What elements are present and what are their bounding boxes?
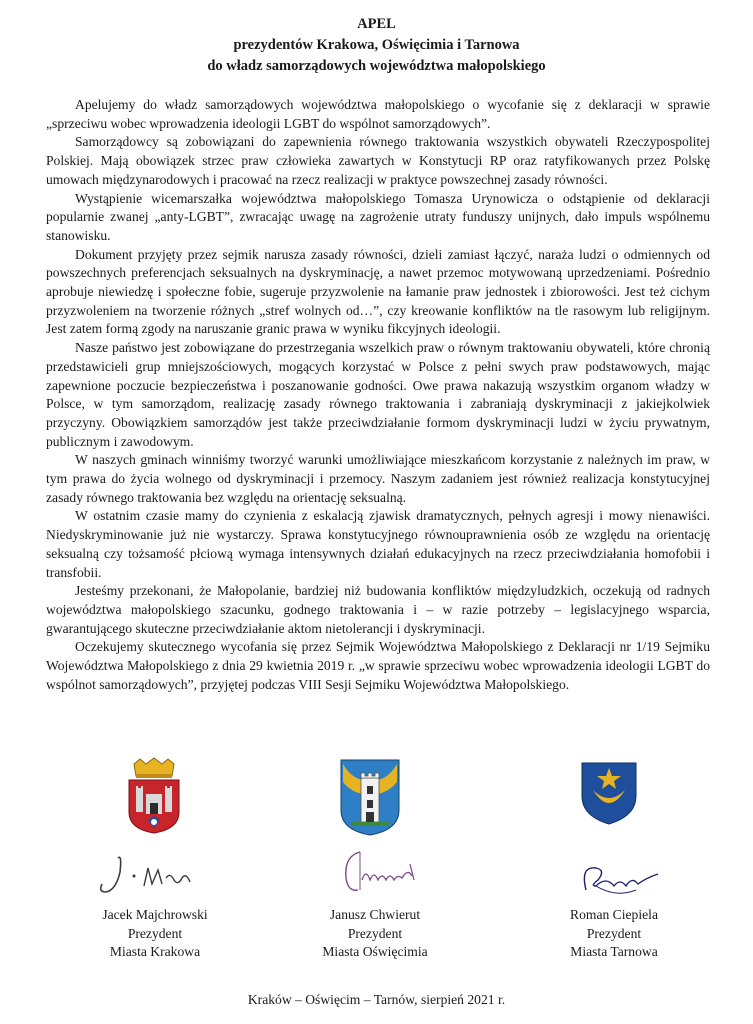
signatory-city: Miasta Krakowa [109,944,201,959]
signatory-role: Prezydent [127,925,183,941]
paragraph: Oczekujemy skutecznego wycofania się przez Sejmik Województwa Małopolskiego z Deklaracji nr 1/19 Sejmiku Województwa Małopolskiego z dnia 29 kwietnia 2019 r. „w sprawie sprzeciwu wobec wprowadzenia ideologii LGBT do wspólnot samorządowych”, przyjętej podczas VIII Sesji Sejmiku Województwa Małopolskiego. [46,639,710,692]
signatory-name: Jacek Majchrowski [102,907,208,922]
signatory-role: Prezydent [347,925,403,941]
paragraph: Samorządowcy są zobowiązani do zapewnienia równego traktowania wszystkich obywateli Rzeczypospolitej Polskiej. Mają obowiązek strzec praw człowieka zawartych w Konstytucji RP oraz ratyfikowanych przez Polskę umowach międzynarodowych i pracować na rzecz realizacji w praktyce powszechnej zasady równości. [46,134,710,187]
signatory-name: Janusz Chwierut [329,907,421,922]
signatory-krakow [40,906,270,962]
signatory-city: Miasta Oświęcimia [322,944,428,959]
paragraph: Nasze państwo jest zobowiązane do przestrzegania wszelkich praw o równym traktowaniu obywateli, które chronią przedstawicieli grup mniejszościowych, mogących korzystać w Polsce z pełni swych praw podstawowych, mając zapewnione poczucie bezpieczeństwa i poszanowanie godności. Owe prawa nakazują wszystkim organom władzy w Polsce, w tym samorządom, realizację zasady równego traktowania i zabraniają dyskryminacji z jakiejkolwiek przyczyny. Obowiązkiem samorządów jest także przeciwdziałanie formom dyskryminacji ludzi w życiu prywatnym, publicznym i zawodowym. [46,340,710,449]
appeal-body [46,96,710,695]
tarnow-coat-of-arms-icon [579,760,639,826]
paragraph: Jesteśmy przekonani, że Małopolanie, bardziej niż budowania konfliktów międzyludzkich, oczekują od radnych województwa małopolskiego szacunku, godnego traktowania i – w razie potrzeby – legislacyjnego wsparcia, gwarantującego skuteczne przeciwdziałanie aktom nietolerancji i dyskryminacji. [46,583,710,636]
paragraph: W naszych gminach winniśmy tworzyć warunki umożliwiające mieszkańcom korzystanie z należnych im praw, w tym prawa do życia wolnego od dyskryminacji i przemocy. Naszym zadaniem jest również realizacja konstytucyjnej zasady równego traktowania bez względu na orientację seksualną. [46,452,710,505]
document-subtitle-line-1: prezydentów Krakowa, Oświęcimia i Tarnowa [233,37,520,53]
signature-ciepiela [566,852,666,907]
oswiecim-coat-of-arms-icon [339,758,401,836]
document-header [0,14,753,77]
signatory-tarnow [499,906,729,962]
paragraph: Dokument przyjęty przez sejmik narusza zasady równości, dzieli zamiast łączyć, naraża ludzi o odmiennych od powszechnych preferencjach seksualnych na dyskryminację, a nawet przemoc motywowaną uprzedzeniami. Pośrednio aprobuje niewiedzę i społeczne fobie, sugeruje przyzwolenie na łamanie praw jednostek i zbiorowości. Jest też cichym przyzwoleniem na tworzenie różnych „stref wolnych od…”, czy kreowanie konfliktów na tle rasowym lub religijnym. Jest zatem formą zgody na naruszanie granic prawa w wyniku fikcyjnych ideologii. [46,246,710,337]
signature-chwierut [338,846,428,903]
paragraph: W ostatnim czasie mamy do czynienia z eskalacją zjawisk dramatycznych, pełnych agresji i mowy nienawiści. Niedyskryminowanie już nie wystarczy. Sprawa konstytucyjnego równouprawnienia osób ze względu na orientację seksualną czy tożsamość płciową wymaga intensywnych działań edukacyjnych na rzecz przeciwdziałania homofobii i transfobii. [46,508,710,580]
document-title: APEL [357,16,396,32]
signatory-city: Miasta Tarnowa [570,944,658,959]
place-and-date: Kraków – Oświęcim – Tarnów, sierpień 2021 r. [247,992,506,1007]
signatory-oswiecim [260,906,490,962]
signatory-role: Prezydent [586,925,642,941]
document-subtitle-line-2: do władz samorządowych województwa małopolskiego [207,58,546,74]
paragraph: Apelujemy do władz samorządowych województwa małopolskiego o wycofanie się z deklaracji w sprawie „sprzeciwu wobec wprowadzenia ideologii LGBT do wspólnot samorządowych”. [46,97,710,131]
signature-majchrowski [92,852,212,901]
paragraph: Wystąpienie wicemarszałka województwa małopolskiego Tomasza Urynowicza o odstąpienie od deklaracji popularnie zwanej „anty-LGBT”, zwracając uwagę na zagrożenie utraty funduszy unijnych, dało impuls wspólnemu stanowisku. [46,190,710,243]
signatory-name: Roman Ciepiela [570,907,658,922]
krakow-coat-of-arms-icon [126,756,182,834]
